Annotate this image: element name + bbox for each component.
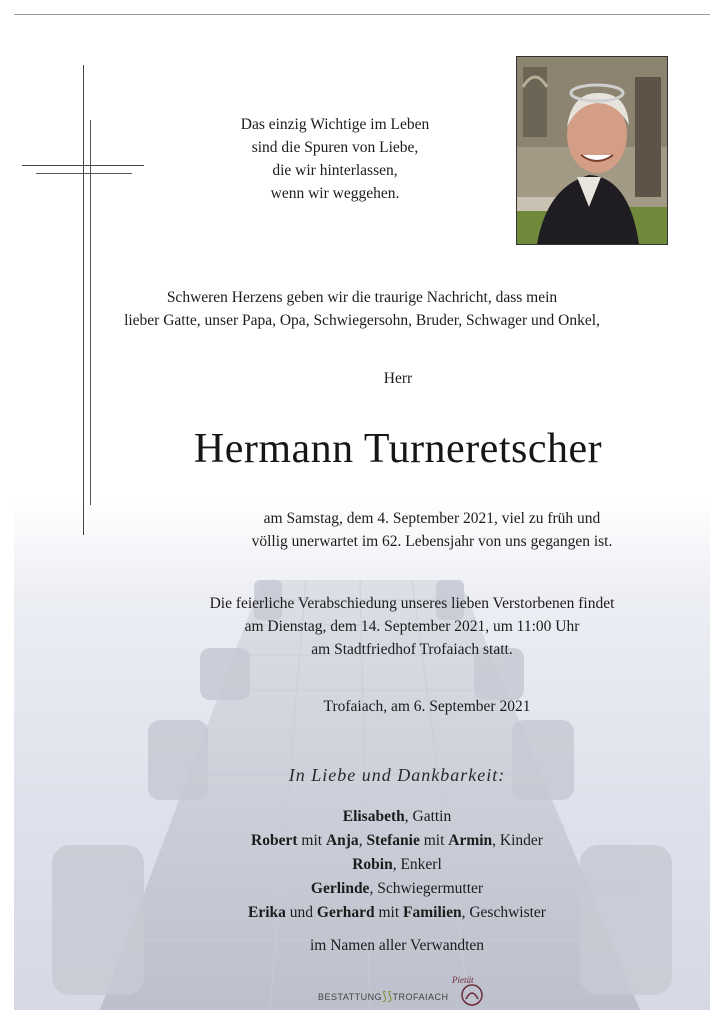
mourning-heading: In Liebe und Dankbarkeit:: [288, 765, 506, 785]
family-relation: , Schwiegermutter: [369, 880, 484, 897]
family-member-name: Erika: [248, 904, 286, 921]
ceremony-notice: [142, 592, 682, 661]
family-connector: mit: [419, 832, 449, 849]
intro-line: Schweren Herzens geben wir die traurige Nachricht, dass mein: [166, 289, 558, 306]
pietaet-logo-text: Pietät: [452, 975, 474, 985]
family-line: [100, 901, 694, 925]
family-line: [100, 877, 694, 901]
family-line: [100, 829, 694, 853]
logo-text-trofaiach: TROFAIACH: [392, 992, 449, 1002]
family-connector: mit: [374, 904, 404, 921]
family-line: [100, 805, 694, 829]
family-member-name: Anja: [325, 832, 359, 849]
family-member-name: Familien: [403, 904, 462, 921]
family-relation: , Kinder: [492, 832, 543, 849]
cross-horizontal-bar: [22, 165, 144, 166]
memorial-quote: [200, 113, 470, 205]
place-and-date: Trofaiach, am 6. September 2021: [323, 698, 531, 715]
top-border-line: [14, 14, 710, 15]
family-member-name: Elisabeth: [342, 808, 405, 825]
logo-text-bestattung: BESTATTUNG: [318, 992, 383, 1002]
cross-horizontal-bar-inner: [36, 173, 132, 174]
footer-logos: [300, 975, 500, 1009]
intro-line: lieber Gatte, unser Papa, Opa, Schwiegersohn, Bruder, Schwager und Onkel,: [124, 312, 600, 329]
family-connector: und: [285, 904, 317, 921]
quote-line: Das einzig Wichtige im Leben: [240, 116, 430, 133]
relatives-line: im Namen aller Verwandten: [309, 937, 485, 954]
family-relation: , Enkerl: [392, 856, 442, 873]
family-list: [100, 805, 694, 925]
quote-line: wenn wir weggehen.: [270, 185, 400, 202]
family-connector: ,: [358, 832, 367, 849]
death-notice-line: am Samstag, dem 4. September 2021, viel zu früh und: [263, 510, 601, 527]
family-member-name: Robin: [352, 856, 393, 873]
family-member-name: Robert: [251, 832, 298, 849]
pietaet-logo-icon: [452, 977, 492, 1007]
intro-text: [60, 286, 664, 332]
deceased-name: Hermann Turneretscher: [193, 426, 603, 472]
quote-line: sind die Spuren von Liebe,: [251, 139, 419, 156]
wheat-icon: ⟆⟆: [382, 989, 393, 1003]
ceremony-line: Die feierliche Verabschiedung unseres lieben Verstorbenen findet: [209, 595, 615, 612]
quote-line: die wir hinterlassen,: [272, 162, 398, 179]
family-relation: , Geschwister: [461, 904, 546, 921]
ceremony-line: am Dienstag, dem 14. September 2021, um 11:00 Uhr: [244, 618, 580, 635]
portrait-photo: [516, 56, 668, 245]
ceremony-line: am Stadtfriedhof Trofaiach statt.: [311, 641, 513, 658]
family-member-name: Stefanie: [366, 832, 420, 849]
family-relation: , Gattin: [404, 808, 452, 825]
salutation: Herr: [383, 370, 413, 387]
portrait-image: [517, 57, 667, 244]
family-member-name: Armin: [448, 832, 493, 849]
family-line: [100, 853, 694, 877]
death-notice-line: völlig unerwartet im 62. Lebensjahr von uns gegangen ist.: [251, 533, 613, 550]
family-member-name: Gerhard: [316, 904, 375, 921]
family-connector: mit: [297, 832, 326, 849]
bestattung-trofaiach-logo: [318, 989, 449, 1003]
family-member-name: Gerlinde: [310, 880, 370, 897]
death-notice: [160, 507, 704, 553]
